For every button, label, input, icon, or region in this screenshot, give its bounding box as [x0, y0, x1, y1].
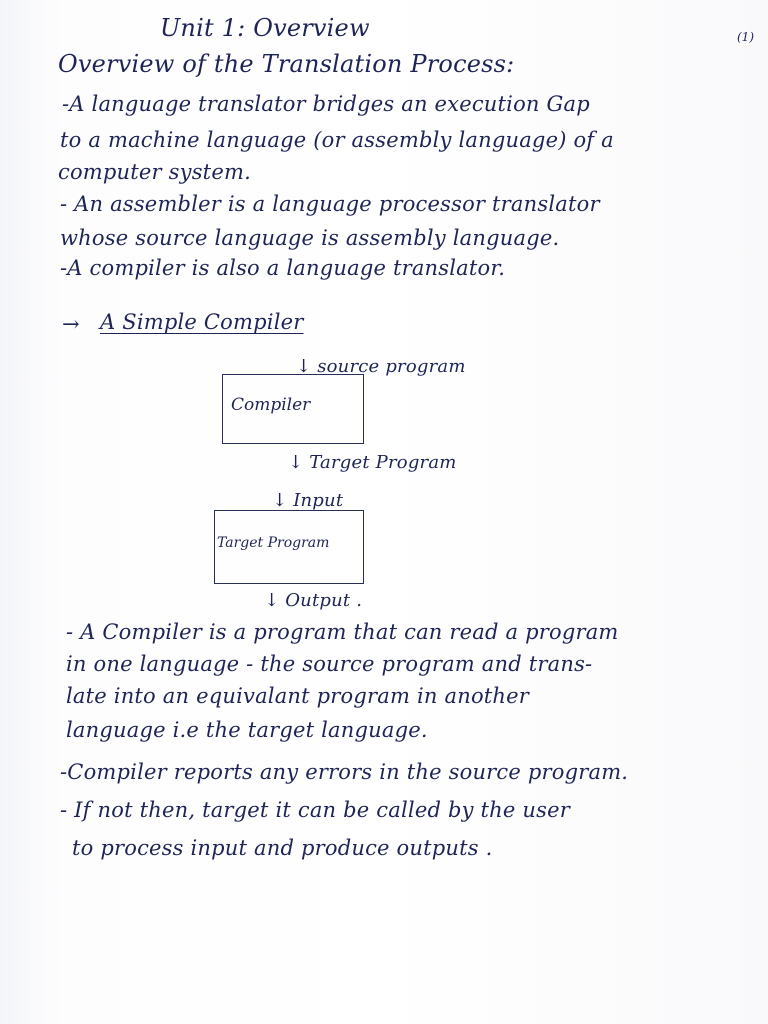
target-program-label: ↓ Target Program: [288, 452, 457, 473]
intro-line-3: computer system.: [58, 160, 251, 184]
intro-line-6: -A compiler is also a language translator.: [60, 256, 506, 280]
body-line-2: in one language - the source program and trans-: [66, 652, 593, 676]
section-heading: A Simple Compiler: [100, 310, 304, 334]
source-program-label: ↓ source program: [296, 356, 466, 377]
body-line-6: - If not then, target it can be called by the user: [60, 798, 570, 822]
input-label: ↓ Input: [272, 490, 344, 511]
page-title: Unit 1: Overview: [160, 14, 370, 42]
compiler-box: [222, 374, 364, 444]
body-line-4: language i.e the target language.: [66, 718, 428, 742]
intro-line-5: whose source language is assembly language.: [60, 226, 560, 250]
output-label: ↓ Output .: [264, 590, 363, 611]
page-number: (1): [737, 30, 754, 44]
target-program-box: [214, 510, 364, 584]
intro-line-2: to a machine language (or assembly language) of a: [60, 128, 614, 152]
target-program-box-label: Target Program: [217, 535, 330, 551]
section-arrow: →: [62, 312, 80, 336]
body-line-7: to process input and produce outputs .: [72, 836, 493, 860]
page-subtitle: Overview of the Translation Process:: [58, 50, 515, 78]
intro-line-1: -A language translator bridges an execution Gap: [62, 92, 590, 116]
compiler-box-label: Compiler: [231, 395, 311, 415]
intro-line-4: - An assembler is a language processor translator: [60, 192, 600, 216]
body-line-1: - A Compiler is a program that can read a program: [66, 620, 619, 644]
body-line-3: late into an equivalant program in another: [66, 684, 530, 708]
body-line-5: -Compiler reports any errors in the source program.: [60, 760, 629, 784]
